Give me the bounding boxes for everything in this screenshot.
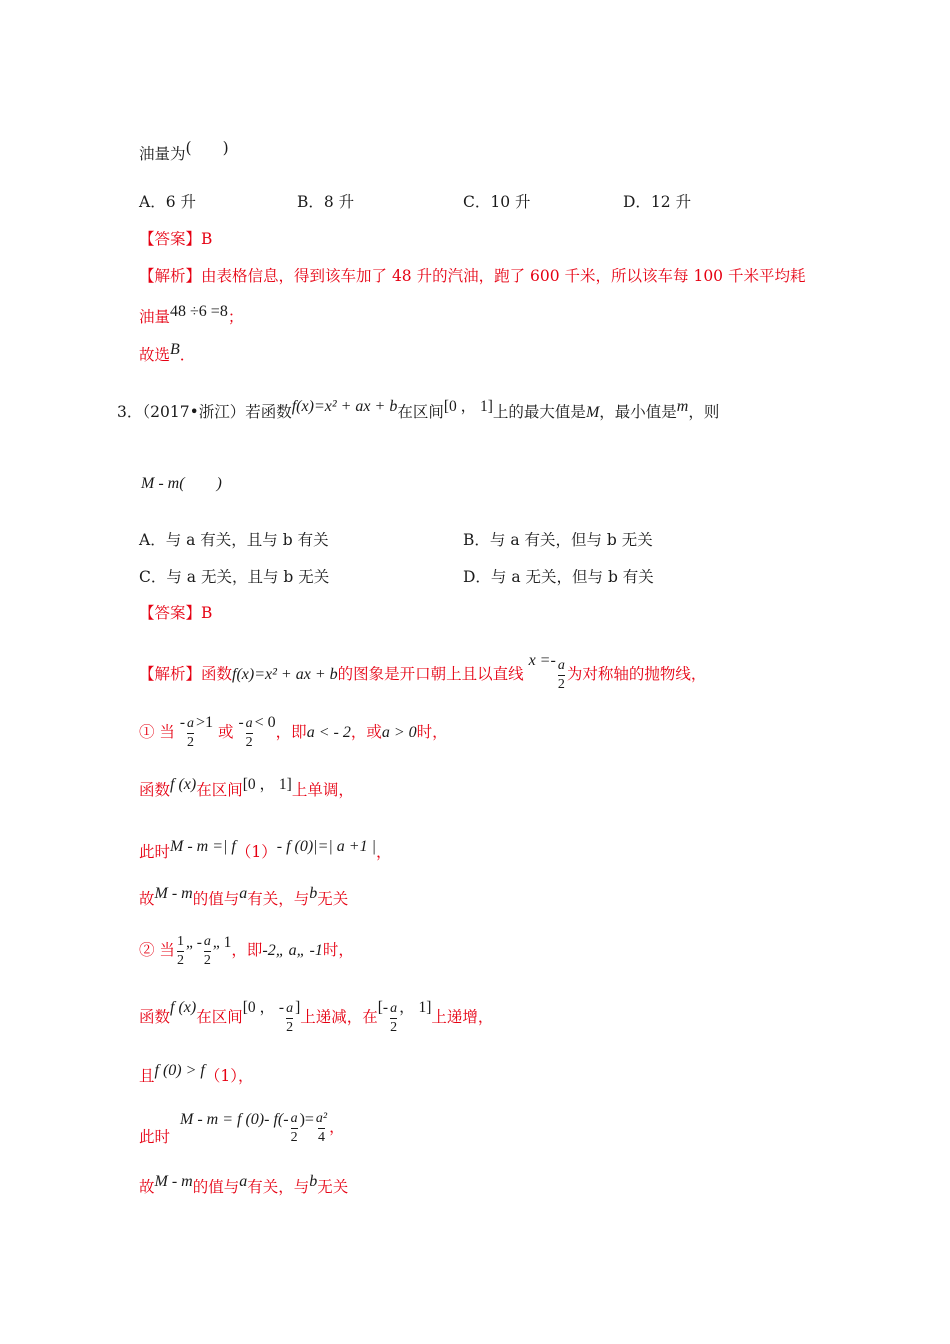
- q3-analysis-line1: 【解析】函数f(x)=x² + ax + b的图象是开口朝上且以直线 x =- $\frac{a}{2}$ 为对称轴的抛物线，: [139, 652, 707, 692]
- q3-option-d[interactable]: D．与 a 无关，但与 b 有关: [463, 568, 654, 586]
- q3-answer: 【答案】B: [139, 604, 213, 622]
- q3-case2-line2: 函数f (x)在区间[0 ， - $\frac{a}{2}$ ]上递减，在[- $\frac{a}{2}$ ， 1]上递增，: [139, 999, 494, 1035]
- q3-case2-line1: ② 当 $\frac{1}{2}$ „ - $\frac{a}{2}$ „ 1，即-2„ a„ -1时，: [139, 933, 354, 968]
- answer-paren: ( ): [185, 139, 229, 157]
- q3-option-a[interactable]: A．与 a 有关，且与 b 有关: [139, 531, 329, 549]
- q2-analysis-line2: 油量48 ÷6 =8；: [139, 303, 244, 326]
- q2-option-a[interactable]: A．6 升: [139, 193, 196, 211]
- q3-stem-line2: M - m( ): [141, 475, 222, 492]
- q3-case1-line1: ① 当 - $\frac{a}{2}$ >1 或 - $\frac{a}{2}$ < 0，即a < - 2，或a > 0时，: [139, 714, 448, 750]
- fraction-a-over-2: $\frac{a}{2}$: [557, 657, 565, 692]
- q3-case2-line5: 故M - m的值与a有关，与b无关: [139, 1173, 349, 1196]
- q3-case1-line2: 函数f (x)在区间[0 ， 1]上单调，: [139, 776, 354, 799]
- q2-option-c[interactable]: C．10 升: [463, 193, 531, 211]
- q2-answer: 【答案】B: [139, 230, 213, 248]
- q3-option-c[interactable]: C．与 a 无关，且与 b 无关: [139, 568, 330, 586]
- q3-case1-line3: 此时M - m =| f（1）- f (0)|=| a +1 |，: [139, 838, 392, 861]
- q2-stem-tail: 油量为( ): [139, 139, 229, 163]
- q3-stem-line1: 3．（2017•浙江）若函数f(x)=x² + ax + b在区间[0 ， 1]上的最大值是M，最小值是m，则: [117, 398, 720, 421]
- q2-option-b[interactable]: B．8 升: [297, 193, 355, 211]
- q3-case2-line4: 此时M - m = f (0)- f(- $\frac{a}{2}$ )= $\frac{\text{a²}}{4}$ ，: [139, 1110, 345, 1146]
- q2-option-d[interactable]: D．12 升: [623, 193, 692, 211]
- q3-case2-line3: 且f (0) > f（1），: [139, 1062, 254, 1085]
- q2-analysis-line3: 故选B．: [139, 341, 196, 364]
- q3-option-b[interactable]: B．与 a 有关，但与 b 无关: [463, 531, 653, 549]
- q2-analysis-line1: 【解析】由表格信息，得到该车加了 48 升的汽油，跑了 600 千米，所以该车每 100 千米平均耗: [139, 267, 806, 285]
- q3-case1-line4: 故M - m的值与a有关，与b无关: [139, 885, 349, 908]
